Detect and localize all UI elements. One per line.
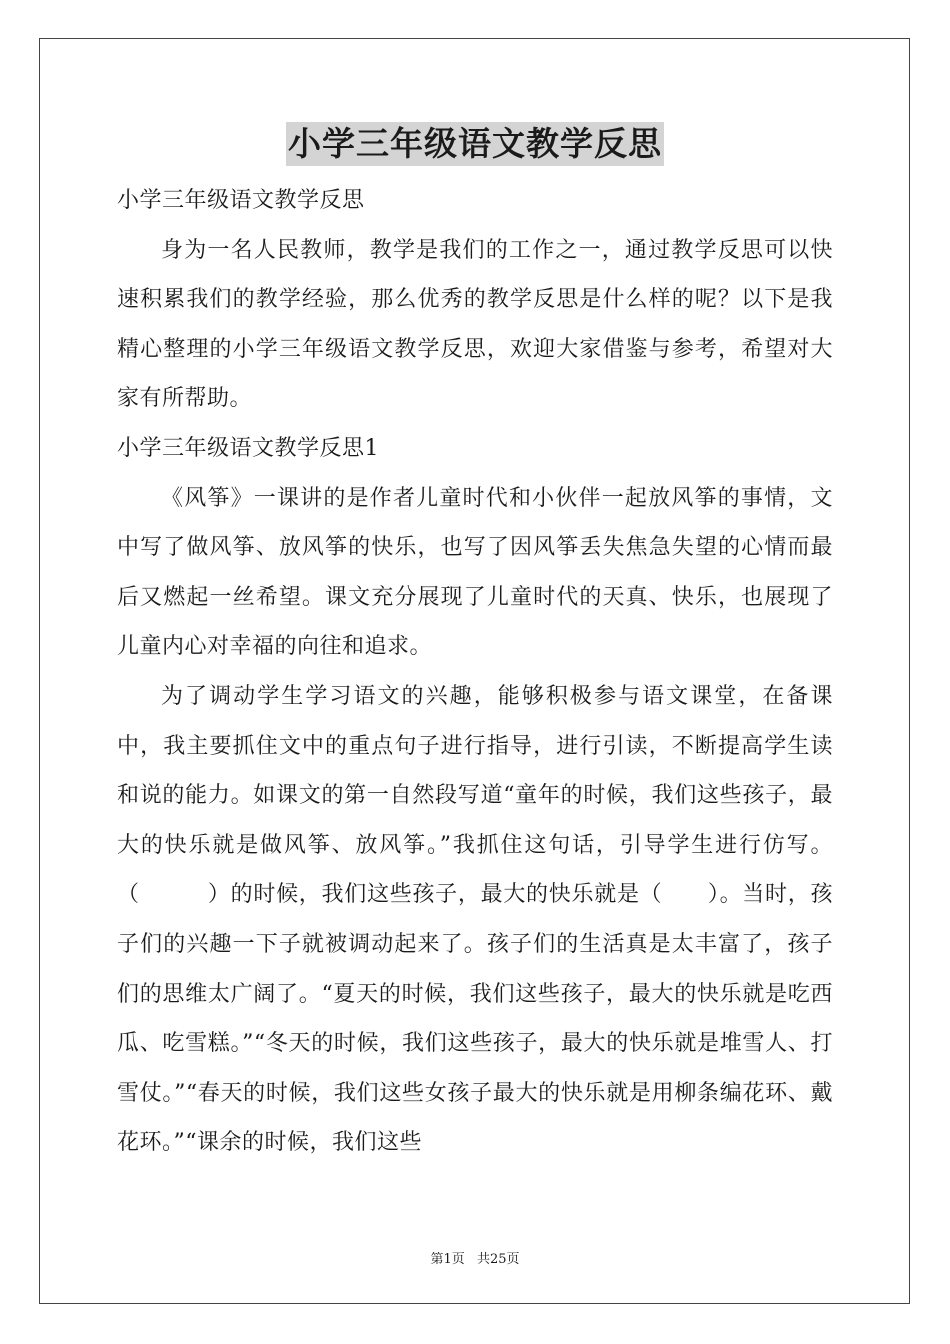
page-footer <box>0 1248 950 1267</box>
page-number: 第1页 <box>430 1252 465 1267</box>
paragraph: 小学三年级语文教学反思1 <box>117 435 379 461</box>
document-title <box>0 122 950 166</box>
document-title-text: 小学三年级语文教学反思 <box>286 122 664 166</box>
page-total: 共25页 <box>476 1252 520 1267</box>
paragraph: 为了调动学生学习语文的兴趣，能够积极参与语文课堂，在备课中，我主要抓住文中的重点句子进行指导，进行引读，不断提高学生读和说的能力。如课文的第一自然段写道“童年的时候，我们这些孩子，最大的快乐就是做风筝、放风筝。”我抓住这句话，引导学生进行仿写。（ ）的时候，我们这些孩子，最大的快乐就是（ ）。当时，孩子们的兴趣一下子就被调动起来了。孩子们的生活真是太丰富了，孩子们的思维太广阔了。“夏天的时候，我们这些孩子，最大的快乐就是吃西瓜、吃雪糕。”“冬天的时候，我们这些孩子，最大的快乐就是堆雪人、打雪仗。”“春天的时候，我们这些女孩子最大的快乐就是用柳条编花环、戴花环。”“课余的时候，我们这些 <box>117 683 833 1156</box>
paragraph: 身为一名人民教师，教学是我们的工作之一，通过教学反思可以快速积累我们的教学经验，那么优秀的教学反思是什么样的呢？以下是我精心整理的小学三年级语文教学反思，欢迎大家借鉴与参考，希望对大家有所帮助。 <box>117 237 833 412</box>
paragraph: 《风筝》一课讲的是作者儿童时代和小伙伴一起放风筝的事情，文中写了做风筝、放风筝的快乐，也写了因风筝丢失焦急失望的心情而最后又燃起一丝希望。课文充分展现了儿童时代的天真、快乐，也展现了儿童内心对幸福的向往和追求。 <box>117 485 833 660</box>
document-body <box>117 176 833 1168</box>
paragraph: 小学三年级语文教学反思 <box>117 188 365 213</box>
